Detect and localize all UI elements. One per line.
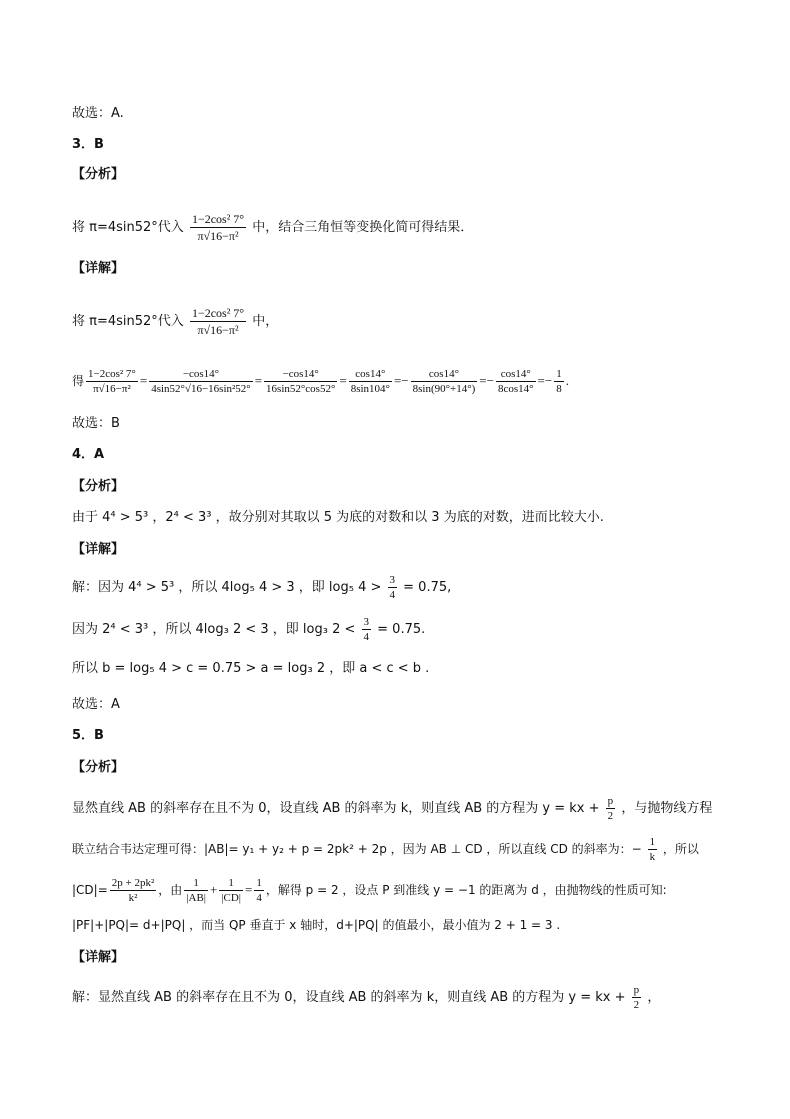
chain-fraction-7: [554, 368, 564, 395]
fraction-denominator: 8sin(90°+14°): [412, 383, 476, 395]
q5-d1-text: 解：显然直线 AB 的斜率存在且不为 0，设直线 AB 的斜率为 k，则直线 AB 的方程为 y = kx +: [72, 990, 626, 1005]
chain-fraction-3: [264, 368, 337, 395]
q4-line2-text: 因为 2⁴ < 3³ ，所以 4log₃ 2 < 3 ，即 log₃ 2 <: [72, 622, 356, 637]
fraction-numerator: −cos14°: [264, 368, 337, 382]
equals-minus: =−: [393, 373, 409, 388]
q3-heading: 3．B: [72, 137, 104, 152]
q5-a1-text: 显然直线 AB 的斜率存在且不为 0，设直线 AB 的斜率为 k，则直线 AB 的方程为 y = kx +: [72, 801, 600, 816]
fraction-numerator: 1: [219, 877, 243, 891]
fraction-denominator: 2: [607, 810, 614, 822]
q5-a3-text: |CD|=: [72, 883, 108, 897]
fraction-denominator: π√16−π²: [197, 323, 239, 337]
q5-a3-fraction-1: [110, 877, 157, 904]
fraction-numerator: 3: [389, 574, 396, 586]
q3-detail-fraction: [190, 306, 246, 337]
q3-derivation-lead: 得: [72, 374, 85, 388]
q3-analysis-post: 中，结合三角恒等变换化简可得结果．: [252, 220, 474, 235]
period: .: [565, 373, 569, 388]
fraction-denominator: 4: [256, 892, 262, 904]
q3-analysis-text: [72, 212, 473, 243]
fraction-denominator: k²: [128, 892, 138, 904]
q3-answer: 故选：B: [72, 416, 120, 431]
q4-detail-heading: 【详解】: [72, 542, 125, 557]
q5-a3-fraction-3: [219, 877, 243, 904]
q5-a3-post: ，解得 p = 2 ，设点 P 到准线 y = −1 的距离为 d ，由抛物线的性质可知:: [265, 883, 667, 897]
fraction-denominator: 8cos14°: [497, 383, 534, 395]
fraction-denominator: 16sin52°cos52°: [266, 383, 336, 395]
q5-a1-post: ，与抛物线方程: [621, 801, 713, 816]
q5-analysis-line-3: [72, 877, 667, 904]
q3-detail-post: 中，: [252, 314, 279, 329]
fraction-numerator: −cos14°: [149, 368, 253, 382]
q5-a3-fraction-4: [254, 877, 264, 904]
equals-sign: =: [339, 373, 347, 388]
q4-detail-line-1: [72, 574, 451, 601]
fraction-numerator: 1−2cos² 7°: [88, 368, 136, 380]
q3-analysis-heading: 【分析】: [72, 167, 125, 182]
q3-detail-text: [72, 306, 278, 337]
q5-analysis-heading: 【分析】: [72, 760, 125, 775]
plus-sign: +: [209, 882, 218, 897]
fraction-numerator: 1: [556, 368, 562, 380]
equals-sign: =: [245, 882, 253, 897]
q4-analysis-heading: 【分析】: [72, 479, 125, 494]
fraction-numerator: p: [607, 795, 614, 807]
fraction-numerator: p: [633, 984, 640, 996]
fraction-denominator: 8sin104°: [350, 383, 390, 395]
fraction-numerator: 1: [649, 836, 656, 848]
fraction-denominator: π√16−π²: [197, 229, 239, 243]
equals-sign: =: [254, 373, 263, 388]
fraction-numerator: 3: [363, 616, 370, 628]
fraction-denominator: 8: [556, 383, 562, 395]
fraction-numerator: 1: [256, 877, 262, 889]
q5-d1-post: ，: [647, 990, 661, 1005]
fraction-numerator: 1−2cos² 7°: [191, 212, 245, 226]
fraction-numerator: cos14°: [496, 368, 536, 382]
fraction-numerator: 2p + 2pk²: [111, 877, 155, 889]
fraction-denominator: 4: [389, 589, 396, 601]
fraction-denominator: k: [649, 851, 656, 863]
q4-detail-line-3: 所以 b = log₅ 4 > c = 0.75 > a = log₃ 2 ，即 a < c < b .: [72, 661, 430, 676]
q4-line1-result: = 0.75,: [403, 580, 452, 595]
q5-a3-mid: ，由: [158, 883, 183, 897]
q5-a1-fraction: [606, 795, 616, 822]
fraction-numerator: cos14°: [349, 368, 392, 382]
q3-analysis-pre: 将 π=4sin52°代入: [72, 220, 184, 235]
chain-fraction-2: [149, 368, 253, 395]
fraction-numerator: 1: [184, 877, 208, 891]
fraction-numerator: 1−2cos² 7°: [191, 306, 245, 320]
q4-heading: 4．A: [72, 447, 105, 462]
q4-answer: 故选：A: [72, 697, 120, 712]
q4-detail-line-2: [72, 616, 425, 643]
q5-d1-fraction: [632, 984, 642, 1011]
q3-analysis-fraction: [190, 212, 246, 243]
q5-a3-fraction-2: [184, 877, 208, 904]
fraction-numerator: cos14°: [411, 368, 478, 382]
equals-sign: =: [139, 373, 148, 388]
chain-fraction-5: [411, 368, 478, 395]
equals-minus: =−: [537, 373, 553, 388]
chain-fraction-6: [496, 368, 536, 395]
answer-line: 故选：A.: [72, 106, 124, 121]
q3-detail-pre: 将 π=4sin52°代入: [72, 314, 184, 329]
q5-a2-text: 联立结合韦达定理可得：|AB|= y₁ + y₂ + p = 2pk² + 2p ，因为 AB ⊥ CD ，所以直线 CD 的斜率为：−: [72, 842, 642, 856]
q5-analysis-line-4: |PF|+|PQ|= d+|PQ| ，而当 QP 垂直于 x 轴时，d+|PQ| 的值最小，最小值为 2 + 1 = 3 .: [72, 918, 561, 932]
q5-detail-heading: 【详解】: [72, 950, 125, 965]
fraction-denominator: 4: [363, 631, 370, 643]
fraction-denominator: π√16−π²: [93, 383, 131, 395]
q5-detail-line-1: [72, 984, 660, 1011]
q3-derivation-chain: [72, 368, 569, 395]
q4-line1-fraction: [388, 574, 398, 601]
q5-analysis-line-2: [72, 836, 699, 863]
fraction-denominator: |AB|: [186, 892, 206, 904]
chain-fraction-1: [86, 368, 138, 395]
equals-minus: =−: [479, 373, 494, 388]
q4-line2-result: = 0.75.: [377, 622, 426, 637]
q3-detail-heading: 【详解】: [72, 261, 125, 276]
q5-a2-fraction: [648, 836, 658, 863]
fraction-denominator: 2: [633, 999, 640, 1011]
q4-line2-fraction: [362, 616, 372, 643]
q5-heading: 5．B: [72, 728, 104, 743]
fraction-denominator: |CD|: [221, 892, 242, 904]
chain-fraction-4: [349, 368, 392, 395]
q4-line1-text: 解：因为 4⁴ > 5³ ，所以 4log₅ 4 > 3 ，即 log₅ 4 >: [72, 580, 382, 595]
fraction-denominator: 4sin52°√16−16sin²52°: [151, 383, 251, 395]
q5-a2-post: ，所以: [662, 842, 699, 856]
q4-analysis-text: 由于 4⁴ > 5³ ，2⁴ < 3³ ，故分别对其取以 5 为底的对数和以 3 为底的对数，进而比较大小.: [72, 510, 604, 525]
q5-analysis-line-1: [72, 795, 712, 822]
